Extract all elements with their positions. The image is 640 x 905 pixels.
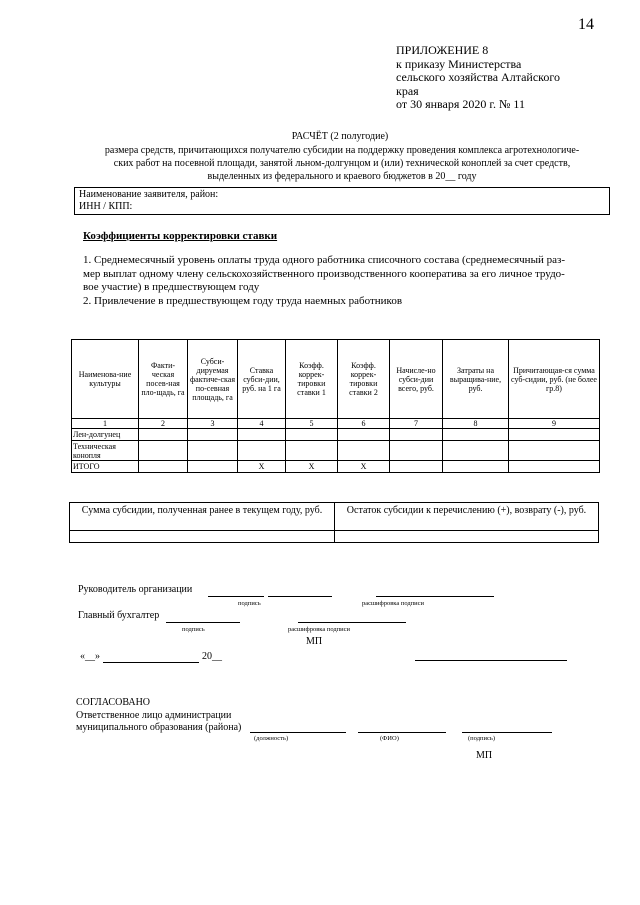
table-cell <box>390 461 443 473</box>
column-number: 3 <box>188 419 238 429</box>
table-cell <box>188 461 238 473</box>
document-subtitle <box>82 144 602 183</box>
table-cell <box>286 441 338 461</box>
coefficient-line: вое участие) в предшествующем году <box>83 281 260 293</box>
column-number: 1 <box>72 419 139 429</box>
accountant-label: Главный бухгалтер <box>78 610 160 621</box>
table-header-row <box>72 340 600 419</box>
table-row <box>72 441 600 461</box>
agreed-label: СОГЛАСОВАНО <box>76 697 151 708</box>
subsidy-balance-table <box>69 502 599 543</box>
table-cell: X <box>238 461 286 473</box>
column-number: 4 <box>238 419 286 429</box>
subtitle-line: ских работ на посевной площади, занятой льном-долгунцом и (или) технической коноплей за счет средств, <box>113 158 571 169</box>
position-line <box>250 732 346 733</box>
table-cell <box>509 429 600 441</box>
table-cell <box>139 441 188 461</box>
table-cell <box>443 441 509 461</box>
table-cell: X <box>286 461 338 473</box>
table-number-row <box>72 419 600 429</box>
subsidy-remaining-label: Остаток субсидии к перечислению (+), возврату (-), руб. <box>335 503 599 531</box>
table-cell <box>509 461 600 473</box>
head-decode-line <box>376 596 494 597</box>
subtitle-line: размера средств, причитающихся получателю субсидии на поддержку проведения комплекса агротехнологиче- <box>104 145 580 156</box>
crop-name: Техническая конопля <box>72 441 139 461</box>
table-row <box>72 429 600 441</box>
crop-name: Лен-долгунец <box>72 429 139 441</box>
header-cell: Начисле-но субси-дии всего, руб. <box>390 340 443 419</box>
column-number: 6 <box>338 419 390 429</box>
header-cell: Причитающая-ся сумма суб-сидии, руб. (не более гр.8) <box>509 340 600 419</box>
table-cell <box>390 429 443 441</box>
date-year: 20__ <box>202 651 222 662</box>
appendix-line: ПРИЛОЖЕНИЕ 8 <box>396 43 489 57</box>
table-cell <box>286 429 338 441</box>
accountant-signature-line <box>166 622 240 623</box>
fio-line <box>358 732 446 733</box>
table-cell <box>139 461 188 473</box>
accountant-decode-line <box>298 622 406 623</box>
header-cell: Коэфф. коррек-тировки ставки 2 <box>338 340 390 419</box>
header-cell: Затраты на выращива-ние, руб. <box>443 340 509 419</box>
applicant-name-label: Наименование заявителя, район: <box>79 189 219 200</box>
page-number: 14 <box>578 16 594 33</box>
applicant-info-box <box>74 187 610 215</box>
coefficient-line: 1. Среднемесячный уровень оплаты труда одного работника списочного состава (среднемесячный раз- <box>83 254 565 266</box>
table-cell <box>509 441 600 461</box>
date-month-line <box>103 662 199 663</box>
appendix-line: к приказу Министерства <box>396 56 522 71</box>
accountant-signature-caption: подпись <box>182 626 205 633</box>
sign-line <box>462 732 552 733</box>
subsidy-received-label: Сумма субсидии, полученная ранее в текущем году, руб. <box>70 503 335 531</box>
coefficient-line: мер выплат одному члену сельскохозяйственного производственного кооператива за его личное трудо- <box>83 267 565 280</box>
sign-caption: (подпись) <box>468 735 495 742</box>
official-label: Ответственное лицо администрации <box>76 710 232 721</box>
table-cell <box>338 441 390 461</box>
subsidy-received-value <box>70 531 335 543</box>
header-cell: Субси-дируемая фактиче-ская по-севная площадь, га <box>188 340 238 419</box>
appendix-line: края <box>396 83 419 98</box>
column-number: 8 <box>443 419 509 429</box>
table-cell <box>338 429 390 441</box>
table-cell: X <box>338 461 390 473</box>
column-number: 7 <box>390 419 443 429</box>
header-cell: Коэфф. коррек-тировки ставки 1 <box>286 340 338 419</box>
calculation-table <box>71 339 600 473</box>
column-number: 2 <box>139 419 188 429</box>
official-label-2: муниципального образования (района) <box>76 722 242 733</box>
table-cell <box>390 441 443 461</box>
accountant-decode-caption: расшифровка подписи <box>288 626 351 633</box>
date-extra-line <box>415 660 567 661</box>
appendix-line: от 30 января 2020 г. № 11 <box>396 97 525 111</box>
table-cell <box>188 429 238 441</box>
appendix-header <box>396 44 616 112</box>
table-total-row <box>72 461 600 473</box>
table-cell <box>443 429 509 441</box>
head-label: Руководитель организации <box>78 584 193 595</box>
head-signature-line <box>268 596 332 597</box>
header-cell: Факти-ческая посев-ная пло-щадь, га <box>139 340 188 419</box>
subtitle-line: выделенных из федерального и краевого бюджетов в 20__ году <box>207 171 477 182</box>
coefficients-description <box>83 254 605 308</box>
column-number: 5 <box>286 419 338 429</box>
table-cell <box>188 441 238 461</box>
header-cell: Ставка субси-дии, руб. на 1 га <box>238 340 286 419</box>
table-cell <box>139 429 188 441</box>
document-title: РАСЧЁТ (2 полугодие) <box>291 131 389 142</box>
table-cell <box>238 429 286 441</box>
stamp-label: МП <box>306 636 323 647</box>
subsidy-remaining-value <box>335 531 599 543</box>
applicant-inn-label: ИНН / КПП: <box>79 201 133 212</box>
stamp-label-2: МП <box>476 750 493 761</box>
crop-name: ИТОГО <box>72 461 139 473</box>
head-signature-line <box>208 596 264 597</box>
coefficient-line: 2. Привлечение в предшествующем году труда наемных работников <box>83 294 403 307</box>
appendix-line: сельского хозяйства Алтайского <box>396 70 561 84</box>
column-number: 9 <box>509 419 600 429</box>
fio-caption: (ФИО) <box>380 735 399 742</box>
table-cell <box>238 441 286 461</box>
header-cell: Наименова-ние культуры <box>72 340 139 419</box>
date-day: «__» <box>80 651 100 662</box>
table-cell <box>443 461 509 473</box>
position-caption: (должность) <box>254 735 289 742</box>
section-heading: Коэффициенты корректировки ставки <box>83 230 278 242</box>
signature-caption: подпись <box>238 600 261 607</box>
decode-caption: расшифровка подписи <box>362 600 425 607</box>
